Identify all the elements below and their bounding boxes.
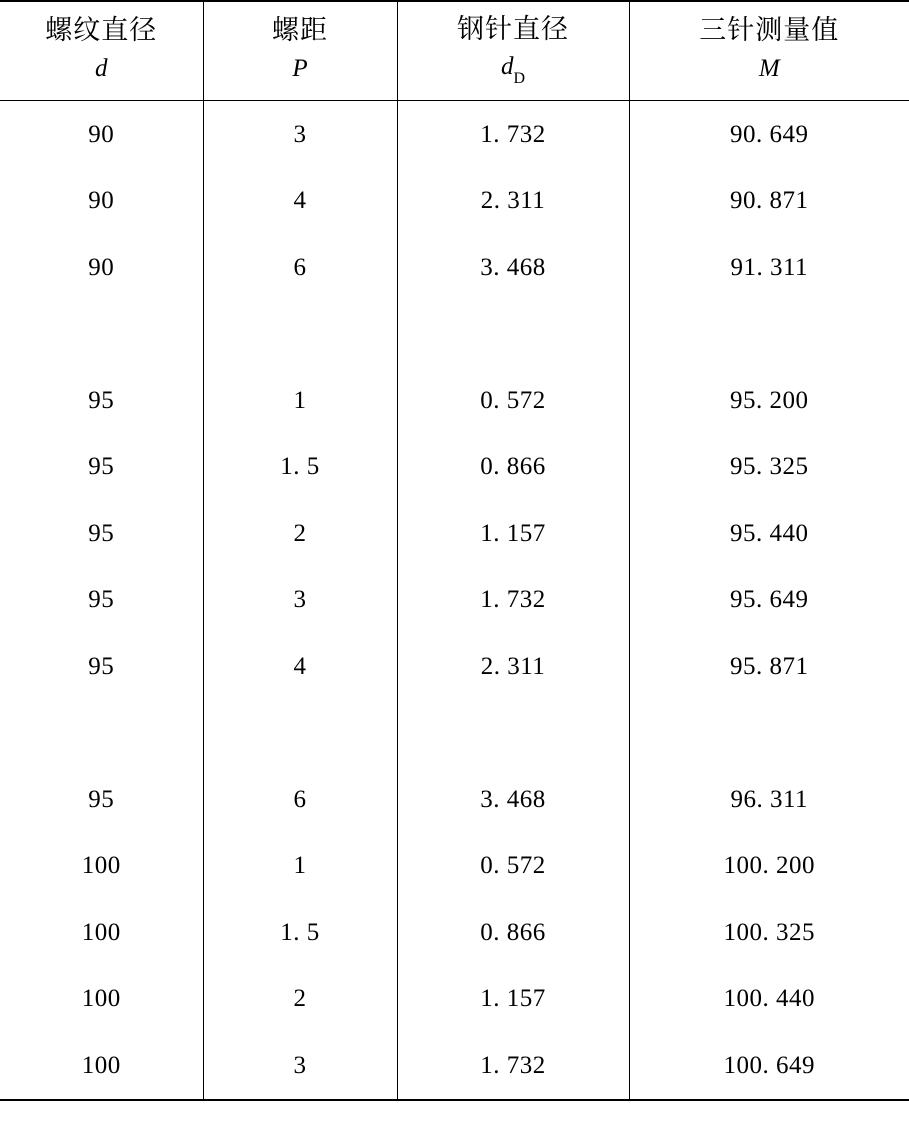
cell-value: 100. 440 [723, 985, 815, 1013]
cell-d [0, 301, 203, 368]
cell-dD [397, 1032, 629, 1100]
column-header-pitch [203, 1, 397, 101]
cell-M [629, 101, 909, 168]
cell-value: 1. 5 [280, 453, 320, 481]
table-row [0, 434, 909, 501]
cell-value: 3 [293, 1051, 307, 1079]
table-header [0, 1, 909, 101]
cell-d [0, 700, 203, 767]
table-row [0, 367, 909, 434]
symbol-p: P [292, 54, 308, 82]
cell-value: 96. 311 [730, 785, 809, 813]
cell-value: 1. 157 [480, 519, 546, 547]
cell-dD [397, 434, 629, 501]
column-symbol-pitch [204, 50, 397, 88]
cell-value: 90. 649 [730, 120, 809, 148]
cell-d [0, 367, 203, 434]
cell-d [0, 234, 203, 301]
cell-P [203, 101, 397, 168]
table-row-spacer [0, 301, 909, 368]
table-row [0, 168, 909, 235]
cell-dD [397, 101, 629, 168]
cell-P [203, 500, 397, 567]
cell-M [629, 500, 909, 567]
column-title-wire-diameter: 钢针直径 [457, 14, 569, 45]
cell-value: 100 [81, 918, 121, 946]
cell-d [0, 766, 203, 833]
cell-dD [397, 301, 629, 368]
cell-value: 95 [88, 519, 115, 547]
cell-value: 95 [88, 453, 115, 481]
cell-value: 100 [81, 852, 121, 880]
cell-value: 0. 572 [480, 386, 546, 414]
table-row [0, 101, 909, 168]
cell-dD [397, 500, 629, 567]
cell-value: 95. 649 [730, 586, 809, 614]
cell-M [629, 766, 909, 833]
column-symbol-measured-value [630, 50, 909, 88]
cell-M [629, 633, 909, 700]
cell-value: 3 [293, 586, 307, 614]
cell-dD [397, 899, 629, 966]
cell-P [203, 301, 397, 368]
cell-value: 95 [88, 386, 115, 414]
cell-value: 91. 311 [730, 253, 809, 281]
cell-value: 90 [88, 253, 115, 281]
cell-value: 6 [293, 253, 307, 281]
cell-value: 3. 468 [480, 253, 546, 281]
cell-value: 2. 311 [480, 652, 546, 680]
cell-M [629, 1032, 909, 1100]
cell-P [203, 633, 397, 700]
cell-value: 2. 311 [480, 187, 546, 215]
cell-value: 95 [88, 785, 115, 813]
symbol-m: M [758, 54, 780, 82]
cell-d [0, 101, 203, 168]
column-title-measured-value: 三针测量值 [699, 15, 840, 47]
cell-value: 95. 871 [730, 652, 809, 680]
table-row [0, 234, 909, 301]
cell-M [629, 301, 909, 368]
cell-value: 95. 440 [730, 519, 809, 547]
cell-d [0, 899, 203, 966]
cell-P [203, 234, 397, 301]
table-row [0, 567, 909, 634]
cell-value: 4 [293, 187, 307, 215]
cell-value: 1 [293, 386, 307, 414]
cell-value: 95 [88, 652, 115, 680]
cell-d [0, 434, 203, 501]
table-row [0, 966, 909, 1033]
cell-dD [397, 966, 629, 1033]
cell-d [0, 1032, 203, 1100]
cell-dD [397, 168, 629, 235]
cell-value: 95. 325 [730, 453, 809, 481]
symbol-d-subscript: D [513, 70, 526, 88]
cell-d [0, 833, 203, 900]
cell-value: 4 [293, 652, 307, 680]
cell-P [203, 766, 397, 833]
cell-value: 2 [293, 519, 307, 547]
cell-value: 6 [293, 785, 307, 813]
cell-dD [397, 766, 629, 833]
cell-value: 100. 649 [723, 1051, 815, 1079]
header-row [0, 1, 909, 101]
cell-value: 100. 325 [723, 918, 815, 946]
column-title-thread-diameter: 螺纹直径 [45, 15, 158, 47]
cell-value: 3 [293, 120, 307, 148]
cell-M [629, 966, 909, 1033]
column-symbol-thread-diameter [0, 50, 203, 88]
cell-M [629, 899, 909, 966]
cell-value: 100. 200 [723, 852, 815, 880]
cell-value: 1. 5 [280, 918, 320, 946]
cell-value: 100 [81, 985, 121, 1013]
cell-value: 0. 572 [480, 852, 546, 880]
table-row [0, 633, 909, 700]
cell-value: 0. 866 [480, 453, 546, 481]
cell-d [0, 966, 203, 1033]
symbol-d: d [95, 54, 108, 82]
cell-P [203, 833, 397, 900]
cell-P [203, 899, 397, 966]
cell-value: 1. 157 [480, 985, 546, 1013]
cell-value: 95 [88, 586, 115, 614]
cell-dD [397, 234, 629, 301]
cell-value: 90 [88, 187, 115, 215]
cell-dD [397, 367, 629, 434]
cell-P [203, 168, 397, 235]
cell-P [203, 966, 397, 1033]
cell-value: 90 [88, 120, 115, 148]
cell-value: 2 [293, 985, 307, 1013]
table-row [0, 766, 909, 833]
column-title-pitch: 螺距 [272, 15, 328, 47]
cell-value: 1. 732 [480, 1051, 546, 1079]
column-header-thread-diameter [0, 1, 203, 101]
symbol-d-base: d [500, 53, 514, 81]
cell-M [629, 367, 909, 434]
cell-M [629, 700, 909, 767]
table-row-spacer [0, 700, 909, 767]
cell-M [629, 567, 909, 634]
cell-M [629, 434, 909, 501]
table-row [0, 500, 909, 567]
cell-d [0, 567, 203, 634]
cell-value: 90. 871 [730, 187, 809, 215]
column-header-wire-diameter [397, 1, 629, 101]
cell-dD [397, 567, 629, 634]
cell-M [629, 168, 909, 235]
table-row [0, 899, 909, 966]
cell-P [203, 367, 397, 434]
cell-P [203, 567, 397, 634]
column-symbol-wire-diameter [398, 48, 629, 88]
table-body [0, 101, 909, 1100]
cell-dD [397, 833, 629, 900]
table-row [0, 1032, 909, 1100]
cell-value: 100 [81, 1051, 121, 1079]
cell-value: 1 [293, 852, 307, 880]
cell-value: 3. 468 [480, 785, 546, 813]
cell-value: 0. 866 [480, 918, 546, 946]
cell-M [629, 833, 909, 900]
cell-value: 1. 732 [480, 120, 546, 148]
cell-P [203, 434, 397, 501]
cell-d [0, 500, 203, 567]
cell-P [203, 1032, 397, 1100]
cell-P [203, 700, 397, 767]
cell-d [0, 168, 203, 235]
cell-dD [397, 700, 629, 767]
cell-M [629, 234, 909, 301]
cell-value: 1. 732 [480, 586, 546, 614]
cell-value: 95. 200 [730, 386, 809, 414]
column-header-measured-value [629, 1, 909, 101]
cell-dD [397, 633, 629, 700]
cell-d [0, 633, 203, 700]
table-row [0, 833, 909, 900]
